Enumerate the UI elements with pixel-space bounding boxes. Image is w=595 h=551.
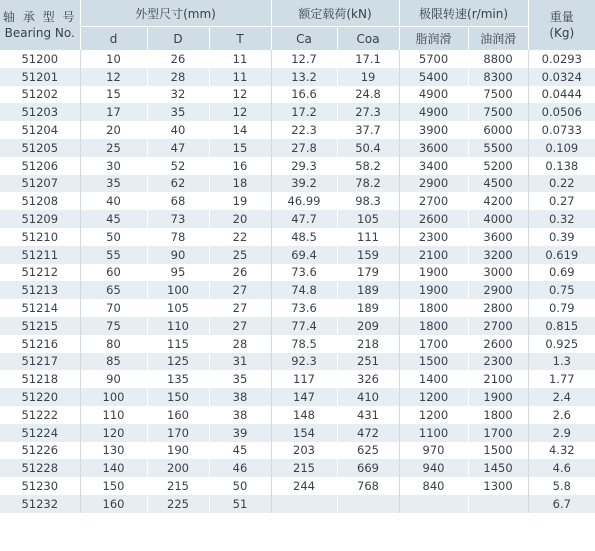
oil-speed-cell bbox=[468, 495, 528, 513]
T-cell: 26 bbox=[209, 264, 271, 282]
d-cell: 120 bbox=[80, 424, 147, 442]
T-cell: 38 bbox=[209, 406, 271, 424]
D-cell: 90 bbox=[147, 246, 209, 264]
weight-cell: 0.0324 bbox=[528, 68, 595, 86]
table-row bbox=[0, 281, 595, 299]
d-cell: 20 bbox=[80, 121, 147, 139]
coa-cell: 179 bbox=[337, 264, 399, 282]
oil-speed-cell: 4200 bbox=[468, 192, 528, 210]
grease-speed-cell: 2900 bbox=[399, 175, 468, 193]
coa-cell: 669 bbox=[337, 459, 399, 477]
col-header-T: T bbox=[209, 27, 271, 51]
ca-cell: 73.6 bbox=[271, 264, 337, 282]
D-cell: 160 bbox=[147, 406, 209, 424]
ca-cell: 17.2 bbox=[271, 103, 337, 121]
table-row bbox=[0, 495, 595, 513]
T-cell: 18 bbox=[209, 175, 271, 193]
bearing-no-header bbox=[0, 0, 80, 50]
T-cell: 31 bbox=[209, 353, 271, 371]
table-row bbox=[0, 424, 595, 442]
d-cell: 75 bbox=[80, 317, 147, 335]
D-cell: 215 bbox=[147, 477, 209, 495]
ca-cell: 154 bbox=[271, 424, 337, 442]
oil-speed-cell: 7500 bbox=[468, 86, 528, 104]
ca-cell: 73.6 bbox=[271, 299, 337, 317]
T-cell: 14 bbox=[209, 121, 271, 139]
T-cell: 27 bbox=[209, 299, 271, 317]
weight-cell: 2.9 bbox=[528, 424, 595, 442]
table-row bbox=[0, 299, 595, 317]
grease-speed-cell: 5700 bbox=[399, 50, 468, 68]
weight-cell: 4.6 bbox=[528, 459, 595, 477]
oil-speed-cell: 4000 bbox=[468, 210, 528, 228]
T-cell: 22 bbox=[209, 228, 271, 246]
grease-speed-cell: 1800 bbox=[399, 317, 468, 335]
D-cell: 135 bbox=[147, 370, 209, 388]
table-row bbox=[0, 192, 595, 210]
weight-cell: 5.8 bbox=[528, 477, 595, 495]
col-header-D: D bbox=[147, 27, 209, 51]
grease-speed-cell bbox=[399, 495, 468, 513]
ca-cell: 12.7 bbox=[271, 50, 337, 68]
coa-cell: 251 bbox=[337, 353, 399, 371]
d-cell: 150 bbox=[80, 477, 147, 495]
ca-cell: 47.7 bbox=[271, 210, 337, 228]
T-cell: 20 bbox=[209, 210, 271, 228]
T-cell: 38 bbox=[209, 388, 271, 406]
bearing-no-cell: 51201 bbox=[0, 68, 80, 86]
oil-speed-cell: 1300 bbox=[468, 477, 528, 495]
weight-cell: 2.6 bbox=[528, 406, 595, 424]
oil-speed-cell: 6000 bbox=[468, 121, 528, 139]
table-row bbox=[0, 86, 595, 104]
T-cell: 46 bbox=[209, 459, 271, 477]
T-cell: 39 bbox=[209, 424, 271, 442]
oil-speed-cell: 8800 bbox=[468, 50, 528, 68]
D-cell: 110 bbox=[147, 317, 209, 335]
grease-speed-cell: 1700 bbox=[399, 335, 468, 353]
oil-speed-cell: 2900 bbox=[468, 281, 528, 299]
coa-cell: 111 bbox=[337, 228, 399, 246]
grease-speed-cell: 3400 bbox=[399, 157, 468, 175]
coa-cell: 19 bbox=[337, 68, 399, 86]
bearing-no-cell: 51226 bbox=[0, 442, 80, 460]
d-cell: 65 bbox=[80, 281, 147, 299]
grease-speed-cell: 1100 bbox=[399, 424, 468, 442]
D-cell: 28 bbox=[147, 68, 209, 86]
D-cell: 73 bbox=[147, 210, 209, 228]
D-cell: 47 bbox=[147, 139, 209, 157]
grease-speed-cell: 2700 bbox=[399, 192, 468, 210]
weight-cell: 0.925 bbox=[528, 335, 595, 353]
coa-cell: 98.3 bbox=[337, 192, 399, 210]
bearing-no-cell: 51208 bbox=[0, 192, 80, 210]
speed-limit-group-header: 极限转速(r/min) bbox=[399, 0, 528, 27]
table-row bbox=[0, 459, 595, 477]
col-header-grease: 脂润滑 bbox=[399, 27, 468, 51]
D-cell: 225 bbox=[147, 495, 209, 513]
T-cell: 12 bbox=[209, 86, 271, 104]
ca-cell: 39.2 bbox=[271, 175, 337, 193]
coa-cell: 105 bbox=[337, 210, 399, 228]
oil-speed-cell: 3000 bbox=[468, 264, 528, 282]
oil-speed-cell: 2800 bbox=[468, 299, 528, 317]
D-cell: 62 bbox=[147, 175, 209, 193]
oil-speed-cell: 2700 bbox=[468, 317, 528, 335]
ca-cell: 117 bbox=[271, 370, 337, 388]
coa-cell: 209 bbox=[337, 317, 399, 335]
weight-cell: 6.7 bbox=[528, 495, 595, 513]
ca-cell bbox=[271, 495, 337, 513]
d-cell: 55 bbox=[80, 246, 147, 264]
T-cell: 28 bbox=[209, 335, 271, 353]
weight-cell: 0.109 bbox=[528, 139, 595, 157]
d-cell: 35 bbox=[80, 175, 147, 193]
weight-header-unit: (Kg) bbox=[549, 26, 575, 40]
oil-speed-cell: 7500 bbox=[468, 103, 528, 121]
grease-speed-cell: 5400 bbox=[399, 68, 468, 86]
grease-speed-cell: 3900 bbox=[399, 121, 468, 139]
grease-speed-cell: 1800 bbox=[399, 299, 468, 317]
ca-cell: 203 bbox=[271, 442, 337, 460]
oil-speed-cell: 1500 bbox=[468, 442, 528, 460]
D-cell: 150 bbox=[147, 388, 209, 406]
bearing-no-cell: 51212 bbox=[0, 264, 80, 282]
ca-cell: 29.3 bbox=[271, 157, 337, 175]
D-cell: 78 bbox=[147, 228, 209, 246]
weight-cell: 0.0506 bbox=[528, 103, 595, 121]
grease-speed-cell: 940 bbox=[399, 459, 468, 477]
weight-cell: 0.22 bbox=[528, 175, 595, 193]
D-cell: 115 bbox=[147, 335, 209, 353]
grease-speed-cell: 1200 bbox=[399, 406, 468, 424]
bearing-no-cell: 51214 bbox=[0, 299, 80, 317]
col-header-d: d bbox=[80, 27, 147, 51]
weight-cell: 0.39 bbox=[528, 228, 595, 246]
coa-cell: 37.7 bbox=[337, 121, 399, 139]
d-cell: 10 bbox=[80, 50, 147, 68]
T-cell: 27 bbox=[209, 317, 271, 335]
table-row bbox=[0, 228, 595, 246]
bearing-no-cell: 51215 bbox=[0, 317, 80, 335]
d-cell: 50 bbox=[80, 228, 147, 246]
weight-cell: 0.79 bbox=[528, 299, 595, 317]
table-row bbox=[0, 175, 595, 193]
weight-cell: 0.0293 bbox=[528, 50, 595, 68]
oil-speed-cell: 3600 bbox=[468, 228, 528, 246]
table-row bbox=[0, 157, 595, 175]
coa-cell: 410 bbox=[337, 388, 399, 406]
weight-header bbox=[528, 0, 595, 50]
d-cell: 15 bbox=[80, 86, 147, 104]
T-cell: 15 bbox=[209, 139, 271, 157]
table-row bbox=[0, 50, 595, 68]
grease-speed-cell: 1500 bbox=[399, 353, 468, 371]
table-row bbox=[0, 317, 595, 335]
table-header bbox=[0, 0, 595, 50]
coa-cell: 24.8 bbox=[337, 86, 399, 104]
D-cell: 26 bbox=[147, 50, 209, 68]
T-cell: 27 bbox=[209, 281, 271, 299]
weight-cell: 0.815 bbox=[528, 317, 595, 335]
ca-cell: 22.3 bbox=[271, 121, 337, 139]
col-header-oil: 油润滑 bbox=[468, 27, 528, 51]
oil-speed-cell: 1700 bbox=[468, 424, 528, 442]
coa-cell: 431 bbox=[337, 406, 399, 424]
bearing-no-cell: 51210 bbox=[0, 228, 80, 246]
T-cell: 45 bbox=[209, 442, 271, 460]
grease-speed-cell: 4900 bbox=[399, 86, 468, 104]
T-cell: 25 bbox=[209, 246, 271, 264]
grease-speed-cell: 1900 bbox=[399, 281, 468, 299]
bearing-no-cell: 51205 bbox=[0, 139, 80, 157]
table-row bbox=[0, 246, 595, 264]
table-row bbox=[0, 121, 595, 139]
bearing-no-cell: 51222 bbox=[0, 406, 80, 424]
D-cell: 190 bbox=[147, 442, 209, 460]
table-row bbox=[0, 210, 595, 228]
d-cell: 30 bbox=[80, 157, 147, 175]
bearing-no-cell: 51206 bbox=[0, 157, 80, 175]
oil-speed-cell: 5500 bbox=[468, 139, 528, 157]
grease-speed-cell: 970 bbox=[399, 442, 468, 460]
bearing-no-header-en: Bearing No. bbox=[4, 26, 75, 40]
oil-speed-cell: 4500 bbox=[468, 175, 528, 193]
d-cell: 90 bbox=[80, 370, 147, 388]
weight-cell: 0.32 bbox=[528, 210, 595, 228]
ca-cell: 74.8 bbox=[271, 281, 337, 299]
ca-cell: 48.5 bbox=[271, 228, 337, 246]
coa-cell: 189 bbox=[337, 281, 399, 299]
T-cell: 11 bbox=[209, 68, 271, 86]
bearing-no-cell: 51209 bbox=[0, 210, 80, 228]
ca-cell: 69.4 bbox=[271, 246, 337, 264]
d-cell: 40 bbox=[80, 192, 147, 210]
table-row bbox=[0, 139, 595, 157]
weight-cell: 0.75 bbox=[528, 281, 595, 299]
oil-speed-cell: 3200 bbox=[468, 246, 528, 264]
grease-speed-cell: 2600 bbox=[399, 210, 468, 228]
bearing-no-cell: 51216 bbox=[0, 335, 80, 353]
table-row bbox=[0, 103, 595, 121]
coa-cell: 27.3 bbox=[337, 103, 399, 121]
oil-speed-cell: 2600 bbox=[468, 335, 528, 353]
D-cell: 40 bbox=[147, 121, 209, 139]
grease-speed-cell: 4900 bbox=[399, 103, 468, 121]
oil-speed-cell: 2300 bbox=[468, 353, 528, 371]
bearing-no-cell: 51232 bbox=[0, 495, 80, 513]
d-cell: 60 bbox=[80, 264, 147, 282]
grease-speed-cell: 3600 bbox=[399, 139, 468, 157]
grease-speed-cell: 840 bbox=[399, 477, 468, 495]
oil-speed-cell: 2100 bbox=[468, 370, 528, 388]
table-row bbox=[0, 388, 595, 406]
bearing-no-cell: 51202 bbox=[0, 86, 80, 104]
grease-speed-cell: 1200 bbox=[399, 388, 468, 406]
D-cell: 95 bbox=[147, 264, 209, 282]
weight-cell: 2.4 bbox=[528, 388, 595, 406]
D-cell: 35 bbox=[147, 103, 209, 121]
table-row bbox=[0, 370, 595, 388]
header-row-sub bbox=[0, 27, 595, 51]
d-cell: 70 bbox=[80, 299, 147, 317]
D-cell: 105 bbox=[147, 299, 209, 317]
weight-cell: 1.77 bbox=[528, 370, 595, 388]
T-cell: 19 bbox=[209, 192, 271, 210]
col-header-ca: Ca bbox=[271, 27, 337, 51]
coa-cell: 78.2 bbox=[337, 175, 399, 193]
table-body bbox=[0, 50, 595, 513]
d-cell: 130 bbox=[80, 442, 147, 460]
d-cell: 85 bbox=[80, 353, 147, 371]
grease-speed-cell: 2100 bbox=[399, 246, 468, 264]
coa-cell bbox=[337, 495, 399, 513]
T-cell: 51 bbox=[209, 495, 271, 513]
coa-cell: 768 bbox=[337, 477, 399, 495]
bearing-no-cell: 51224 bbox=[0, 424, 80, 442]
ca-cell: 46.99 bbox=[271, 192, 337, 210]
ca-cell: 244 bbox=[271, 477, 337, 495]
ca-cell: 215 bbox=[271, 459, 337, 477]
D-cell: 125 bbox=[147, 353, 209, 371]
bearing-no-cell: 51213 bbox=[0, 281, 80, 299]
weight-cell: 0.27 bbox=[528, 192, 595, 210]
coa-cell: 58.2 bbox=[337, 157, 399, 175]
coa-cell: 50.4 bbox=[337, 139, 399, 157]
D-cell: 32 bbox=[147, 86, 209, 104]
ca-cell: 78.5 bbox=[271, 335, 337, 353]
ca-cell: 16.6 bbox=[271, 86, 337, 104]
bearing-no-cell: 51200 bbox=[0, 50, 80, 68]
d-cell: 140 bbox=[80, 459, 147, 477]
table-row bbox=[0, 442, 595, 460]
d-cell: 160 bbox=[80, 495, 147, 513]
coa-cell: 625 bbox=[337, 442, 399, 460]
bearing-no-cell: 51203 bbox=[0, 103, 80, 121]
bearing-no-cell: 51211 bbox=[0, 246, 80, 264]
header-row-top bbox=[0, 0, 595, 27]
table-row bbox=[0, 353, 595, 371]
table-row bbox=[0, 68, 595, 86]
dimensions-group-header: 外型尺寸(mm) bbox=[80, 0, 271, 27]
T-cell: 12 bbox=[209, 103, 271, 121]
d-cell: 45 bbox=[80, 210, 147, 228]
T-cell: 50 bbox=[209, 477, 271, 495]
D-cell: 52 bbox=[147, 157, 209, 175]
ca-cell: 148 bbox=[271, 406, 337, 424]
bearing-no-cell: 51220 bbox=[0, 388, 80, 406]
D-cell: 68 bbox=[147, 192, 209, 210]
table-row bbox=[0, 264, 595, 282]
oil-speed-cell: 5200 bbox=[468, 157, 528, 175]
d-cell: 110 bbox=[80, 406, 147, 424]
grease-speed-cell: 1400 bbox=[399, 370, 468, 388]
bearing-no-cell: 51204 bbox=[0, 121, 80, 139]
coa-cell: 218 bbox=[337, 335, 399, 353]
T-cell: 16 bbox=[209, 157, 271, 175]
coa-cell: 159 bbox=[337, 246, 399, 264]
grease-speed-cell: 2300 bbox=[399, 228, 468, 246]
d-cell: 80 bbox=[80, 335, 147, 353]
d-cell: 100 bbox=[80, 388, 147, 406]
ca-cell: 92.3 bbox=[271, 353, 337, 371]
weight-cell: 0.138 bbox=[528, 157, 595, 175]
ca-cell: 27.8 bbox=[271, 139, 337, 157]
ca-cell: 147 bbox=[271, 388, 337, 406]
table-row bbox=[0, 335, 595, 353]
load-rating-group-header: 额定载荷(kN) bbox=[271, 0, 399, 27]
weight-cell: 0.69 bbox=[528, 264, 595, 282]
table-row bbox=[0, 406, 595, 424]
weight-cell: 1.3 bbox=[528, 353, 595, 371]
ca-cell: 77.4 bbox=[271, 317, 337, 335]
oil-speed-cell: 1900 bbox=[468, 388, 528, 406]
weight-cell: 4.32 bbox=[528, 442, 595, 460]
weight-header-cn: 重量 bbox=[549, 10, 574, 24]
weight-cell: 0.0444 bbox=[528, 86, 595, 104]
ca-cell: 13.2 bbox=[271, 68, 337, 86]
D-cell: 170 bbox=[147, 424, 209, 442]
bearing-no-cell: 51217 bbox=[0, 353, 80, 371]
coa-cell: 326 bbox=[337, 370, 399, 388]
oil-speed-cell: 1450 bbox=[468, 459, 528, 477]
col-header-coa: Coa bbox=[337, 27, 399, 51]
bearing-no-cell: 51218 bbox=[0, 370, 80, 388]
oil-speed-cell: 8300 bbox=[468, 68, 528, 86]
bearing-no-cell: 51228 bbox=[0, 459, 80, 477]
table-row bbox=[0, 477, 595, 495]
d-cell: 17 bbox=[80, 103, 147, 121]
D-cell: 100 bbox=[147, 281, 209, 299]
grease-speed-cell: 1900 bbox=[399, 264, 468, 282]
weight-cell: 0.619 bbox=[528, 246, 595, 264]
bearing-no-header-cn: 轴 承 型 号 bbox=[3, 10, 77, 24]
T-cell: 11 bbox=[209, 50, 271, 68]
coa-cell: 17.1 bbox=[337, 50, 399, 68]
oil-speed-cell: 1800 bbox=[468, 406, 528, 424]
bearing-no-cell: 51230 bbox=[0, 477, 80, 495]
D-cell: 200 bbox=[147, 459, 209, 477]
weight-cell: 0.0733 bbox=[528, 121, 595, 139]
coa-cell: 189 bbox=[337, 299, 399, 317]
bearing-no-cell: 51207 bbox=[0, 175, 80, 193]
coa-cell: 472 bbox=[337, 424, 399, 442]
T-cell: 35 bbox=[209, 370, 271, 388]
d-cell: 25 bbox=[80, 139, 147, 157]
d-cell: 12 bbox=[80, 68, 147, 86]
